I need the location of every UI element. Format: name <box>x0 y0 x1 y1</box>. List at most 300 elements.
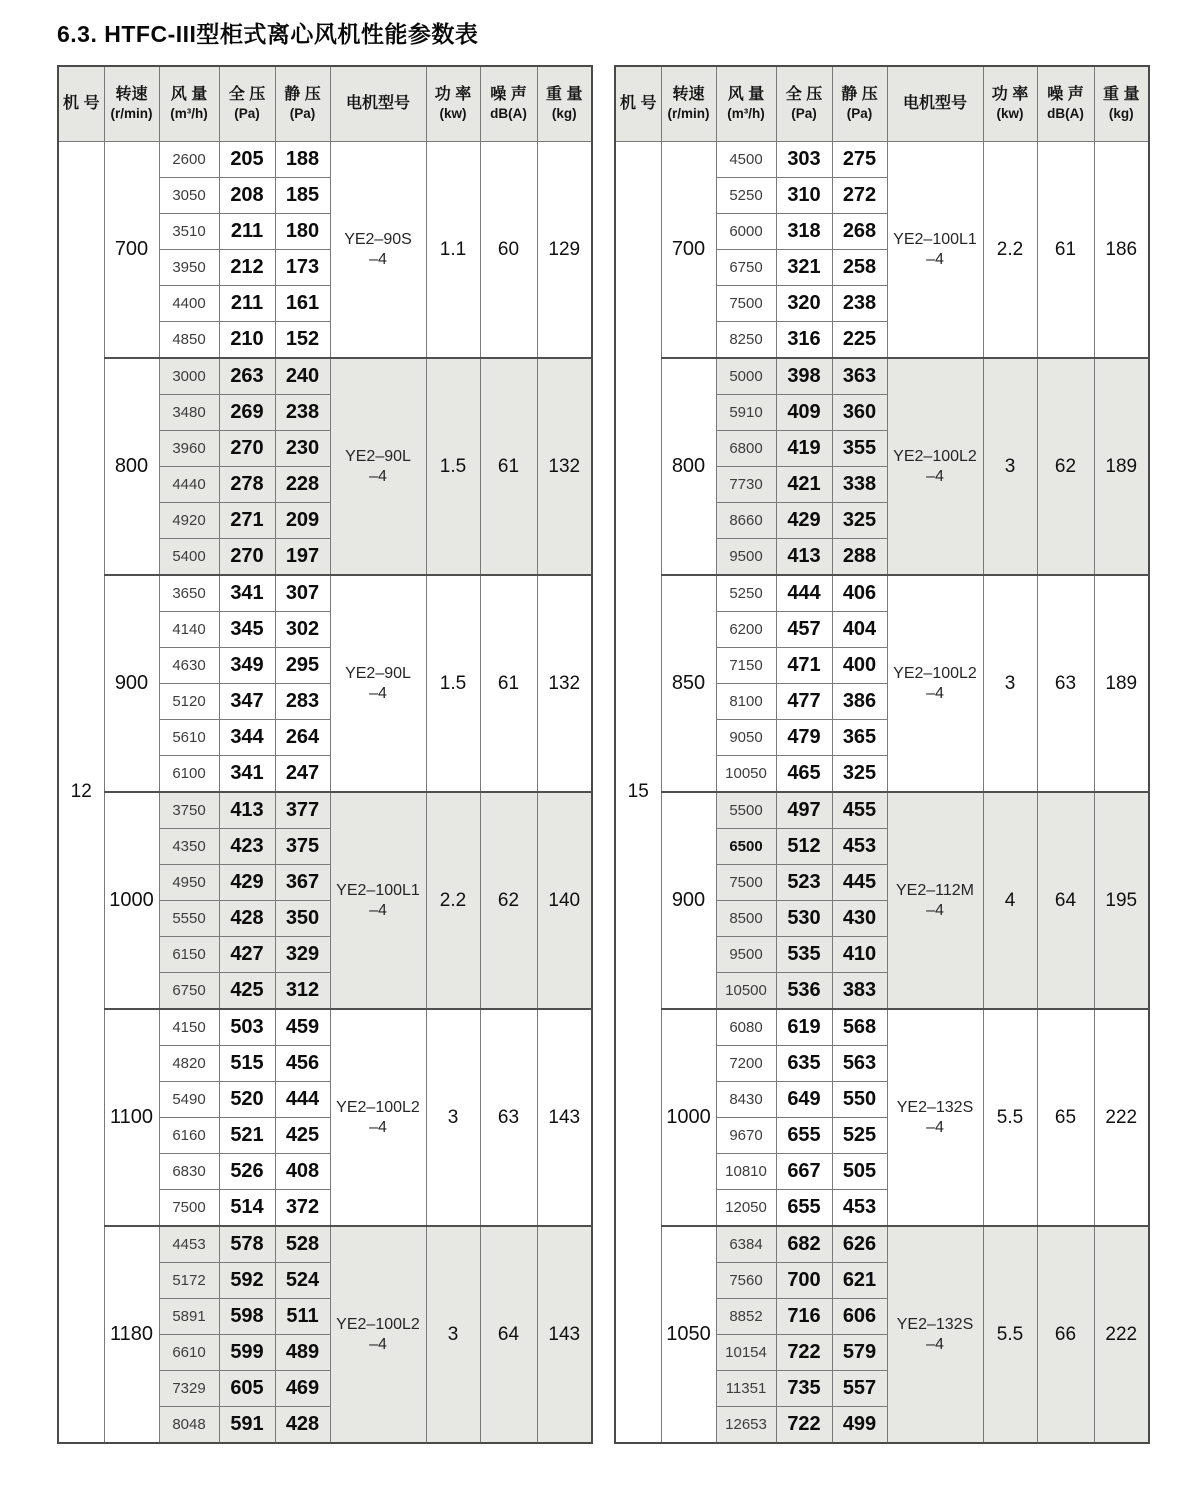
static-pressure-cell: 459 <box>275 1009 330 1046</box>
flow-cell: 9500 <box>716 539 776 576</box>
total-pressure-cell: 526 <box>219 1154 275 1190</box>
total-pressure-cell: 318 <box>776 214 832 250</box>
static-pressure-cell: 505 <box>832 1154 887 1190</box>
weight-cell: 132 <box>537 575 592 792</box>
static-pressure-cell: 524 <box>275 1263 330 1299</box>
total-pressure-cell: 599 <box>219 1335 275 1371</box>
flow-cell: 4400 <box>159 286 219 322</box>
static-pressure-cell: 283 <box>275 684 330 720</box>
table-row <box>58 1009 592 1046</box>
flow-cell: 4150 <box>159 1009 219 1046</box>
static-pressure-cell: 568 <box>832 1009 887 1046</box>
total-pressure-cell: 735 <box>776 1371 832 1407</box>
motor-model-line: YE2–100L2 <box>893 447 977 465</box>
total-pressure-cell: 700 <box>776 1263 832 1299</box>
flow-cell: 7150 <box>716 648 776 684</box>
column-header-label: 噪 声 <box>490 86 527 104</box>
static-pressure-cell: 209 <box>275 503 330 539</box>
total-pressure-cell: 655 <box>776 1118 832 1154</box>
column-header-motor-model <box>330 66 426 142</box>
power-cell: 5.5 <box>983 1226 1037 1443</box>
static-pressure-cell: 455 <box>832 792 887 829</box>
flow-cell: 4950 <box>159 865 219 901</box>
motor-model-cell <box>887 575 983 792</box>
flow-cell: 6200 <box>716 612 776 648</box>
column-header-static-pressure <box>275 66 330 142</box>
flow-cell: 4453 <box>159 1226 219 1263</box>
noise-cell: 64 <box>480 1226 537 1443</box>
total-pressure-cell: 409 <box>776 395 832 431</box>
column-header-motor-model <box>887 66 983 142</box>
flow-cell: 6750 <box>716 250 776 286</box>
flow-cell: 8048 <box>159 1407 219 1444</box>
motor-model-line: –4 <box>369 1335 387 1353</box>
static-pressure-cell: 386 <box>832 684 887 720</box>
static-pressure-cell: 152 <box>275 322 330 359</box>
table-row <box>58 575 592 612</box>
weight-cell: 222 <box>1094 1009 1149 1226</box>
static-pressure-cell: 188 <box>275 142 330 178</box>
total-pressure-cell: 479 <box>776 720 832 756</box>
static-pressure-cell: 355 <box>832 431 887 467</box>
column-header-label: 机 号 <box>620 95 657 112</box>
column-header-unit: (Pa) <box>846 106 873 122</box>
column-header-noise <box>480 66 537 142</box>
flow-cell: 9500 <box>716 937 776 973</box>
static-pressure-cell: 197 <box>275 539 330 576</box>
static-pressure-cell: 272 <box>832 178 887 214</box>
column-header-total-pressure <box>776 66 832 142</box>
motor-model-line: YE2–90S <box>344 230 412 248</box>
flow-cell: 4500 <box>716 142 776 178</box>
column-header-label: 全 压 <box>785 86 823 104</box>
speed-cell: 900 <box>104 575 159 792</box>
flow-cell: 5400 <box>159 539 219 576</box>
flow-cell: 7500 <box>716 865 776 901</box>
weight-cell: 222 <box>1094 1226 1149 1443</box>
flow-cell: 3480 <box>159 395 219 431</box>
motor-model-line: –4 <box>926 684 944 702</box>
column-header-label: 噪 声 <box>1047 86 1084 104</box>
static-pressure-cell: 400 <box>832 648 887 684</box>
column-header-label: 静 压 <box>284 86 321 104</box>
flow-cell: 10810 <box>716 1154 776 1190</box>
static-pressure-cell: 329 <box>275 937 330 973</box>
weight-cell: 195 <box>1094 792 1149 1009</box>
total-pressure-cell: 619 <box>776 1009 832 1046</box>
static-pressure-cell: 430 <box>832 901 887 937</box>
column-header-label: 风 量 <box>727 86 765 104</box>
total-pressure-cell: 347 <box>219 684 275 720</box>
flow-cell: 6830 <box>159 1154 219 1190</box>
noise-cell: 66 <box>1037 1226 1094 1443</box>
weight-cell: 189 <box>1094 575 1149 792</box>
static-pressure-cell: 258 <box>832 250 887 286</box>
total-pressure-cell: 605 <box>219 1371 275 1407</box>
column-header-label: 机 号 <box>63 95 100 112</box>
flow-cell: 6610 <box>159 1335 219 1371</box>
column-header-power <box>983 66 1037 142</box>
static-pressure-cell: 404 <box>832 612 887 648</box>
weight-cell: 143 <box>537 1226 592 1443</box>
column-header-power <box>426 66 480 142</box>
flow-cell: 3000 <box>159 358 219 395</box>
total-pressure-cell: 321 <box>776 250 832 286</box>
flow-cell: 7500 <box>716 286 776 322</box>
flow-cell: 10500 <box>716 973 776 1010</box>
motor-model-line: YE2–90L <box>345 664 411 682</box>
column-header-label: 电机型号 <box>345 95 410 112</box>
total-pressure-cell: 421 <box>776 467 832 503</box>
table-row <box>58 1226 592 1263</box>
flow-cell: 8660 <box>716 503 776 539</box>
column-header-unit: (kw) <box>439 106 467 122</box>
header-row <box>615 66 1149 142</box>
static-pressure-cell: 528 <box>275 1226 330 1263</box>
total-pressure-cell: 578 <box>219 1226 275 1263</box>
motor-model-line: –4 <box>369 1118 387 1136</box>
table-body <box>615 142 1149 1444</box>
static-pressure-cell: 225 <box>832 322 887 359</box>
static-pressure-cell: 511 <box>275 1299 330 1335</box>
flow-cell: 10154 <box>716 1335 776 1371</box>
total-pressure-cell: 722 <box>776 1407 832 1444</box>
motor-model-line: –4 <box>926 1118 944 1136</box>
table-row <box>615 1226 1149 1263</box>
column-header-label: 重 量 <box>1103 86 1140 104</box>
power-cell: 3 <box>983 358 1037 575</box>
total-pressure-cell: 503 <box>219 1009 275 1046</box>
flow-cell: 4440 <box>159 467 219 503</box>
flow-cell: 3050 <box>159 178 219 214</box>
total-pressure-cell: 278 <box>219 467 275 503</box>
motor-model-cell <box>330 1226 426 1443</box>
table-header <box>615 66 1149 142</box>
total-pressure-cell: 591 <box>219 1407 275 1444</box>
table-row <box>615 1009 1149 1046</box>
static-pressure-cell: 307 <box>275 575 330 612</box>
static-pressure-cell: 275 <box>832 142 887 178</box>
static-pressure-cell: 425 <box>275 1118 330 1154</box>
speed-cell: 1050 <box>661 1226 716 1443</box>
power-cell: 1.5 <box>426 358 480 575</box>
power-cell: 4 <box>983 792 1037 1009</box>
table-row <box>615 575 1149 612</box>
table-body <box>58 142 592 1444</box>
total-pressure-cell: 263 <box>219 358 275 395</box>
static-pressure-cell: 228 <box>275 467 330 503</box>
total-pressure-cell: 208 <box>219 178 275 214</box>
static-pressure-cell: 185 <box>275 178 330 214</box>
flow-cell: 6800 <box>716 431 776 467</box>
total-pressure-cell: 512 <box>776 829 832 865</box>
static-pressure-cell: 240 <box>275 358 330 395</box>
motor-model-line: –4 <box>369 684 387 702</box>
static-pressure-cell: 550 <box>832 1082 887 1118</box>
total-pressure-cell: 530 <box>776 901 832 937</box>
static-pressure-cell: 161 <box>275 286 330 322</box>
motor-model-line: –4 <box>926 467 944 485</box>
total-pressure-cell: 598 <box>219 1299 275 1335</box>
flow-cell: 5172 <box>159 1263 219 1299</box>
power-cell: 2.2 <box>983 142 1037 359</box>
total-pressure-cell: 536 <box>776 973 832 1010</box>
noise-cell: 65 <box>1037 1009 1094 1226</box>
column-header-flow <box>159 66 219 142</box>
total-pressure-cell: 471 <box>776 648 832 684</box>
noise-cell: 61 <box>480 575 537 792</box>
static-pressure-cell: 268 <box>832 214 887 250</box>
performance-table <box>57 65 593 1444</box>
column-header-flow <box>716 66 776 142</box>
total-pressure-cell: 303 <box>776 142 832 178</box>
flow-cell: 4350 <box>159 829 219 865</box>
motor-model-cell <box>330 142 426 359</box>
machine-no-cell: 12 <box>58 142 104 1444</box>
static-pressure-cell: 360 <box>832 395 887 431</box>
static-pressure-cell: 499 <box>832 1407 887 1444</box>
column-header-label: 转速 <box>115 86 148 104</box>
weight-cell: 140 <box>537 792 592 1009</box>
flow-cell: 8430 <box>716 1082 776 1118</box>
column-header-unit: (kw) <box>996 106 1024 122</box>
total-pressure-cell: 212 <box>219 250 275 286</box>
static-pressure-cell: 173 <box>275 250 330 286</box>
motor-model-line: YE2–132S <box>896 1315 974 1333</box>
flow-cell: 4820 <box>159 1046 219 1082</box>
static-pressure-cell: 445 <box>832 865 887 901</box>
flow-cell: 4850 <box>159 322 219 359</box>
flow-cell: 3950 <box>159 250 219 286</box>
flow-cell: 7500 <box>159 1190 219 1227</box>
flow-cell: 6384 <box>716 1226 776 1263</box>
static-pressure-cell: 563 <box>832 1046 887 1082</box>
column-header-label: 功 率 <box>434 86 472 104</box>
power-cell: 1.5 <box>426 575 480 792</box>
weight-cell: 132 <box>537 358 592 575</box>
total-pressure-cell: 205 <box>219 142 275 178</box>
total-pressure-cell: 320 <box>776 286 832 322</box>
static-pressure-cell: 621 <box>832 1263 887 1299</box>
static-pressure-cell: 456 <box>275 1046 330 1082</box>
flow-cell: 7730 <box>716 467 776 503</box>
total-pressure-cell: 523 <box>776 865 832 901</box>
total-pressure-cell: 682 <box>776 1226 832 1263</box>
weight-cell: 143 <box>537 1009 592 1226</box>
column-header-unit: (m³/h) <box>727 106 765 122</box>
total-pressure-cell: 535 <box>776 937 832 973</box>
flow-cell: 5550 <box>159 901 219 937</box>
total-pressure-cell: 270 <box>219 539 275 576</box>
column-header-label: 静 压 <box>841 86 878 104</box>
table-row <box>615 358 1149 395</box>
motor-model-cell <box>887 792 983 1009</box>
total-pressure-cell: 341 <box>219 575 275 612</box>
static-pressure-cell: 365 <box>832 720 887 756</box>
power-cell: 3 <box>426 1009 480 1226</box>
flow-cell: 3960 <box>159 431 219 467</box>
noise-cell: 61 <box>1037 142 1094 359</box>
weight-cell: 129 <box>537 142 592 359</box>
total-pressure-cell: 316 <box>776 322 832 359</box>
total-pressure-cell: 419 <box>776 431 832 467</box>
total-pressure-cell: 716 <box>776 1299 832 1335</box>
noise-cell: 62 <box>480 792 537 1009</box>
page-title: 6.3. HTFC-III型柜式离心风机性能参数表 <box>57 21 479 47</box>
total-pressure-cell: 520 <box>219 1082 275 1118</box>
column-header-unit: (kg) <box>1108 106 1134 122</box>
speed-cell: 1180 <box>104 1226 159 1443</box>
motor-model-line: –4 <box>926 250 944 268</box>
static-pressure-cell: 312 <box>275 973 330 1010</box>
speed-cell: 1000 <box>661 1009 716 1226</box>
static-pressure-cell: 302 <box>275 612 330 648</box>
flow-cell: 11351 <box>716 1371 776 1407</box>
total-pressure-cell: 345 <box>219 612 275 648</box>
noise-cell: 63 <box>480 1009 537 1226</box>
noise-cell: 60 <box>480 142 537 359</box>
column-header-unit: (m³/h) <box>170 106 208 122</box>
static-pressure-cell: 428 <box>275 1407 330 1444</box>
weight-cell: 189 <box>1094 358 1149 575</box>
motor-model-line: –4 <box>926 1335 944 1353</box>
static-pressure-cell: 180 <box>275 214 330 250</box>
total-pressure-cell: 722 <box>776 1335 832 1371</box>
noise-cell: 61 <box>480 358 537 575</box>
motor-model-cell <box>330 358 426 575</box>
total-pressure-cell: 444 <box>776 575 832 612</box>
static-pressure-cell: 367 <box>275 865 330 901</box>
flow-cell: 7329 <box>159 1371 219 1407</box>
total-pressure-cell: 514 <box>219 1190 275 1227</box>
static-pressure-cell: 406 <box>832 575 887 612</box>
static-pressure-cell: 325 <box>832 756 887 793</box>
flow-cell: 6500 <box>716 829 776 865</box>
weight-cell: 186 <box>1094 142 1149 359</box>
static-pressure-cell: 288 <box>832 539 887 576</box>
static-pressure-cell: 626 <box>832 1226 887 1263</box>
flow-cell: 5490 <box>159 1082 219 1118</box>
static-pressure-cell: 363 <box>832 358 887 395</box>
flow-cell: 7560 <box>716 1263 776 1299</box>
power-cell: 5.5 <box>983 1009 1037 1226</box>
noise-cell: 63 <box>1037 575 1094 792</box>
column-header-label: 转速 <box>672 86 705 104</box>
table-row <box>58 358 592 395</box>
flow-cell: 5500 <box>716 792 776 829</box>
total-pressure-cell: 667 <box>776 1154 832 1190</box>
flow-cell: 5250 <box>716 575 776 612</box>
column-header-unit: (Pa) <box>289 106 316 122</box>
total-pressure-cell: 649 <box>776 1082 832 1118</box>
column-header-unit: (Pa) <box>791 106 817 122</box>
flow-cell: 10050 <box>716 756 776 793</box>
static-pressure-cell: 338 <box>832 467 887 503</box>
motor-model-line: YE2–112M <box>896 881 974 899</box>
motor-model-line: YE2–100L2 <box>336 1315 420 1333</box>
total-pressure-cell: 521 <box>219 1118 275 1154</box>
total-pressure-cell: 425 <box>219 973 275 1010</box>
flow-cell: 5250 <box>716 178 776 214</box>
total-pressure-cell: 497 <box>776 792 832 829</box>
column-header-label: 全 压 <box>228 86 266 104</box>
total-pressure-cell: 429 <box>776 503 832 539</box>
static-pressure-cell: 453 <box>832 1190 887 1227</box>
total-pressure-cell: 655 <box>776 1190 832 1227</box>
flow-cell: 9670 <box>716 1118 776 1154</box>
column-header-noise <box>1037 66 1094 142</box>
total-pressure-cell: 349 <box>219 648 275 684</box>
motor-model-cell <box>330 575 426 792</box>
total-pressure-cell: 270 <box>219 431 275 467</box>
flow-cell: 6150 <box>159 937 219 973</box>
total-pressure-cell: 310 <box>776 178 832 214</box>
motor-model-line: YE2–90L <box>345 447 411 465</box>
column-header-unit: (kg) <box>551 106 577 122</box>
power-cell: 3 <box>426 1226 480 1443</box>
static-pressure-cell: 325 <box>832 503 887 539</box>
header-row <box>58 66 592 142</box>
flow-cell: 4140 <box>159 612 219 648</box>
static-pressure-cell: 489 <box>275 1335 330 1371</box>
flow-cell: 4630 <box>159 648 219 684</box>
total-pressure-cell: 465 <box>776 756 832 793</box>
total-pressure-cell: 429 <box>219 865 275 901</box>
flow-cell: 5610 <box>159 720 219 756</box>
flow-cell: 12050 <box>716 1190 776 1227</box>
noise-cell: 64 <box>1037 792 1094 1009</box>
total-pressure-cell: 515 <box>219 1046 275 1082</box>
flow-cell: 3750 <box>159 792 219 829</box>
total-pressure-cell: 477 <box>776 684 832 720</box>
power-cell: 2.2 <box>426 792 480 1009</box>
static-pressure-cell: 264 <box>275 720 330 756</box>
motor-model-line: YE2–132S <box>896 1098 974 1116</box>
column-header-speed <box>661 66 716 142</box>
speed-cell: 850 <box>661 575 716 792</box>
flow-cell: 3510 <box>159 214 219 250</box>
flow-cell: 7200 <box>716 1046 776 1082</box>
motor-model-cell <box>887 142 983 359</box>
flow-cell: 4920 <box>159 503 219 539</box>
motor-model-line: –4 <box>369 901 387 919</box>
total-pressure-cell: 398 <box>776 358 832 395</box>
column-header-label: 功 率 <box>991 86 1029 104</box>
column-header-label: 电机型号 <box>902 95 967 112</box>
speed-cell: 800 <box>661 358 716 575</box>
static-pressure-cell: 408 <box>275 1154 330 1190</box>
motor-model-line: YE2–100L1 <box>893 230 977 248</box>
static-pressure-cell: 410 <box>832 937 887 973</box>
total-pressure-cell: 428 <box>219 901 275 937</box>
column-header-speed <box>104 66 159 142</box>
total-pressure-cell: 413 <box>219 792 275 829</box>
motor-model-cell <box>887 358 983 575</box>
motor-model-cell <box>887 1226 983 1443</box>
column-header-unit: (r/min) <box>667 106 710 122</box>
power-cell: 3 <box>983 575 1037 792</box>
column-header-total-pressure <box>219 66 275 142</box>
motor-model-cell <box>887 1009 983 1226</box>
flow-cell: 8500 <box>716 901 776 937</box>
total-pressure-cell: 592 <box>219 1263 275 1299</box>
column-header-unit: dB(A) <box>1047 106 1084 122</box>
flow-cell: 8250 <box>716 322 776 359</box>
static-pressure-cell: 238 <box>275 395 330 431</box>
static-pressure-cell: 375 <box>275 829 330 865</box>
power-cell: 1.1 <box>426 142 480 359</box>
tables-row <box>57 65 1200 1444</box>
